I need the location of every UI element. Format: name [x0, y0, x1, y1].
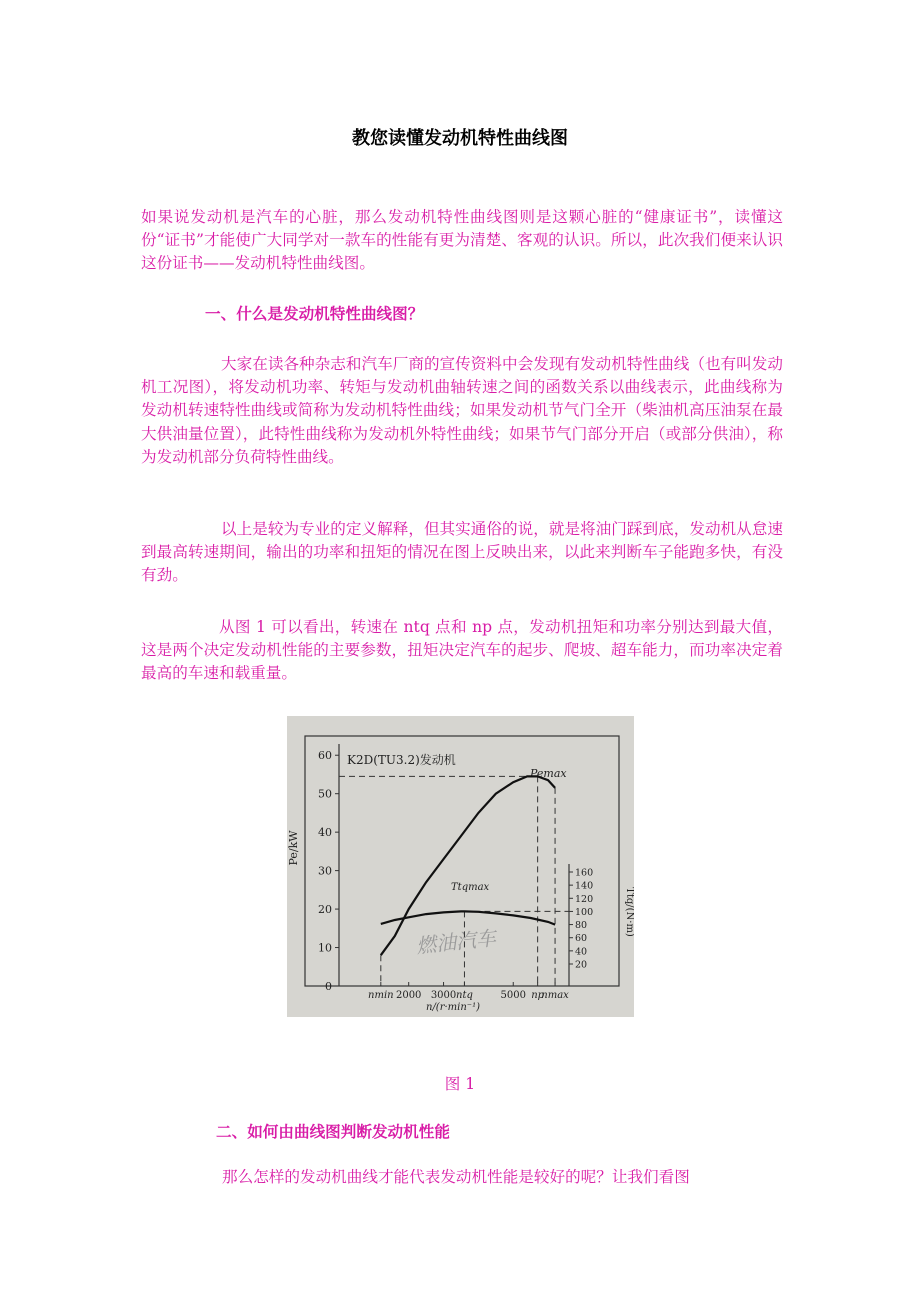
chart-svg: [287, 716, 634, 1017]
annotation-pemax: Pemax: [530, 767, 567, 780]
right-tick-label: 40: [575, 946, 588, 958]
right-tick-label: 60: [575, 933, 588, 945]
left-axis-label: Pe/kW: [287, 830, 300, 866]
x-tick-label: nmax: [541, 990, 569, 1001]
right-tick-label: 100: [575, 906, 594, 918]
paragraph-continued: 那么怎样的发动机曲线才能代表发动机性能是较好的呢？让我们看图: [222, 1168, 690, 1186]
left-tick-label: 40: [318, 826, 332, 840]
paragraph-definition: 大家在读各种杂志和汽车厂商的宣传资料中会发现有发动机特性曲线（也有叫发动机工况图），将发动机功率、转矩与发动机曲轴转速之间的函数关系以曲线表示，此曲线称为发动机转速特性曲线或简称为发动机特性曲线；如果发动机节气门全开（柴油机高压油泵在最大供油量位置），此特性曲线称为发动机外特性曲线；如果节气门部分开启（或部分供油），称为发动机部分负荷特性曲线。: [141, 355, 783, 466]
x-tick-label: 2000: [395, 990, 422, 1001]
left-tick-label: 10: [318, 941, 332, 955]
x-tick-label: 3000: [430, 990, 457, 1001]
right-axis-label: Ttq/(N·m): [624, 887, 634, 937]
x-tick-label: np: [531, 990, 545, 1001]
document-title: 教您读懂发动机特性曲线图: [352, 128, 568, 149]
engine-characteristic-chart: [287, 716, 634, 1017]
section-heading-2: 二、如何由曲线图判断发动机性能: [216, 1123, 450, 1141]
x-tick-label: nmin: [368, 990, 394, 1001]
paragraph-figure-reference: 从图 1 可以看出，转速在 ntq 点和 np 点，发动机扭矩和功率分别达到最大值，这是两个决定发动机性能的主要参数，扭矩决定汽车的起步、爬坡、超车能力，而功率决定着最高的车速和载重量。: [141, 618, 783, 683]
left-tick-label: 60: [318, 749, 332, 763]
paragraph-explanation: 以上是较为专业的定义解释，但其实通俗的说，就是将油门踩到底，发动机从怠速到最高转速期间，输出的功率和扭矩的情况在图上反映出来，以此来判断车子能跑多快，有没有劲。: [141, 520, 783, 585]
chart-watermark: 燃油汽车: [415, 925, 498, 958]
left-tick-label: 0: [325, 980, 332, 993]
right-tick-label: 120: [575, 893, 594, 905]
chart-marks: [318, 744, 593, 1001]
x-tick-label: ntq: [456, 990, 473, 1001]
left-tick-label: 20: [318, 903, 332, 917]
section-heading-1: 一、什么是发动机特性曲线图？: [205, 305, 424, 323]
left-tick-label: 30: [318, 864, 332, 878]
right-tick-label: 80: [575, 920, 588, 932]
x-axis-label: n/(r·min⁻¹): [426, 1002, 480, 1013]
intro-paragraph: 如果说发动机是汽车的心脏，那么发动机特性曲线图则是这颗心脏的“健康证书”，读懂这份“证书”才能使广大同学对一款车的性能有更为清楚、客观的认识。所以，此次我们便来认识这份证书——发动机特性曲线图。: [141, 208, 783, 273]
right-tick-label: 160: [575, 867, 594, 879]
right-tick-label: 140: [575, 880, 594, 892]
annotation-ttqmax: Ttqmax: [451, 882, 490, 893]
x-tick-label: 5000: [500, 990, 526, 1001]
right-tick-label: 20: [575, 959, 588, 971]
figure-caption: 图 1: [444, 1075, 476, 1093]
left-tick-label: 50: [318, 787, 332, 801]
chart-title: K2D(TU3.2)发动机: [347, 753, 456, 767]
